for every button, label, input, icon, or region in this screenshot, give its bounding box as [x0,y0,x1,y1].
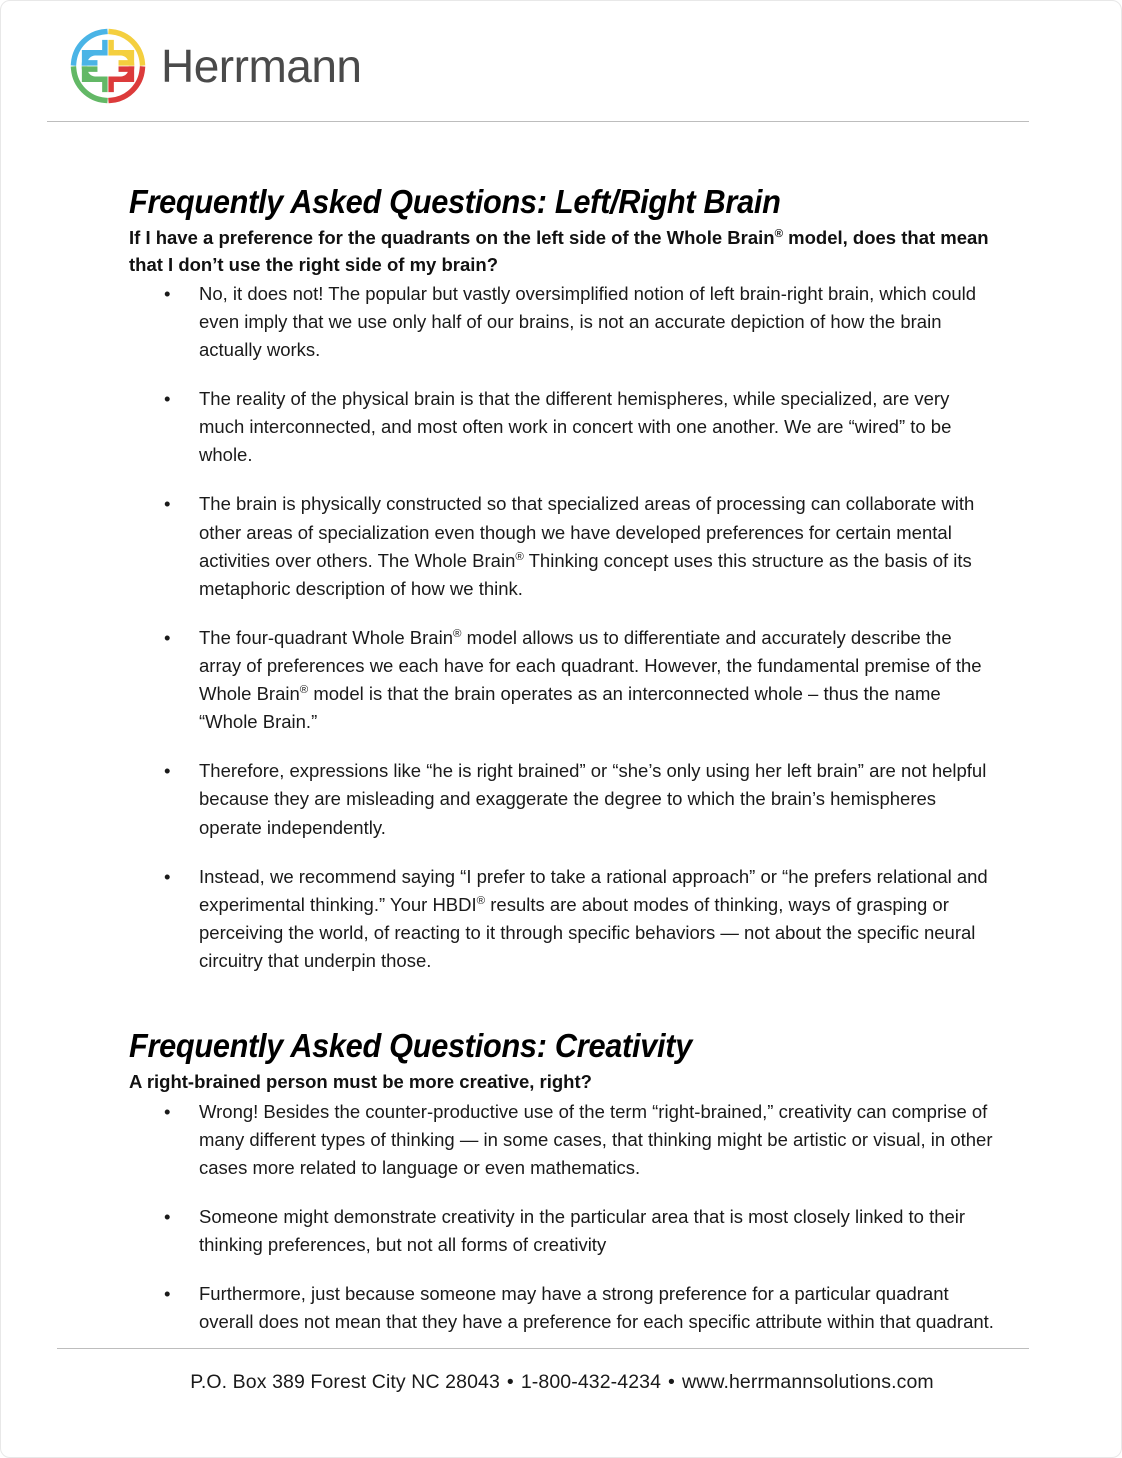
bullet-marker-icon: • [164,1205,171,1227]
brand-wordmark: Herrmann [161,40,362,92]
bullet-marker-icon: • [164,1283,171,1305]
brand-logo [69,27,362,105]
list-item-text: Furthermore, just because someone may have a strong preference for a particular quadrant overall does not mean that they have a preference for each specific attribute within that quadrant. [199,1283,994,1333]
list-item [129,490,995,602]
page-footer [1,1371,1122,1394]
list-item-text: No, it does not! The popular but vastly oversimplified notion of left brain-right brain, which could even imply that we use only half of our brains, is not an accurate depiction of how the brain actually works. [199,282,977,361]
faq-bullet-list [129,280,995,975]
section-spacer [129,975,995,1027]
document-content [129,183,995,1336]
list-item [129,1203,995,1259]
footer-separator-icon: • [668,1371,675,1393]
list-item-text: The reality of the physical brain is that the different hemispheres, while specialized, are very much interconnected, and most often work in concert with one another. We are “wired” to be whole. [199,388,952,466]
list-item-text: Wrong! Besides the counter-productive use of the term “right-brained,” creativity can comprise of many different types of thinking — in some cases, that thinking might be artistic or visual, in other cases more related to language or even mathematics. [199,1100,993,1178]
list-item-text: Someone might demonstrate creativity in the particular area that is most closely linked to their thinking preferences, but not all forms of creativity [199,1205,966,1256]
section-question: If I have a preference for the quadrants on the left side of the Whole Brain® model, does that mean that I don’t use the right side of my brain? [129,227,989,275]
list-item [129,1098,995,1182]
bullet-marker-icon: • [164,865,171,887]
footer-address: P.O. Box 389 Forest City NC 28043 [190,1371,500,1393]
bullet-marker-icon: • [164,1100,171,1122]
page-header [1,1,1122,122]
header-divider [47,121,1029,122]
list-item-text: The brain is physically constructed so that specialized areas of processing can collaborate with other areas of specialization even though we have developed preferences for certain mental activities over others. The Whole Brain® Thinking concept uses this structure as the basis of its metaphoric description of how we think. [199,493,975,599]
list-item [129,757,995,841]
list-item-text: Instead, we recommend saying “I prefer to take a rational approach” or “he prefers relational and experimental thinking.” Your HBDI® results are about modes of thinking, ways of grasping or perceiving the world, of reacting to it through specific behaviors — not about the specific neural circuitry that underpin those. [199,865,988,971]
bullet-marker-icon: • [164,760,171,782]
list-item [129,1280,995,1336]
faq-section-creativity [129,1027,995,1336]
section-title: Frequently Asked Questions: Left/Right Brain [129,183,781,220]
bullet-marker-icon: • [164,282,171,304]
bullet-marker-icon: • [164,388,171,410]
bullet-marker-icon: • [164,493,171,515]
herrmann-four-quadrant-logo-icon [69,27,147,105]
list-item-text: The four-quadrant Whole Brain® model allows us to differentiate and accurately describe the array of preferences we each have for each quadrant. However, the fundamental premise of the Whole Brain® model is that the brain operates as an interconnected whole – thus the name “Whole Brain.” [199,626,982,733]
footer-separator-icon: • [506,1371,514,1393]
list-item [129,385,995,469]
faq-section-left-right-brain [129,183,995,975]
footer-phone: 1-800-432-4234 [520,1371,662,1393]
list-item [129,624,995,736]
faq-bullet-list [129,1098,995,1337]
footer-website[interactable]: www.herrmannsolutions.com [681,1371,934,1393]
list-item [129,280,995,364]
footer-divider [57,1348,1029,1349]
section-title: Frequently Asked Questions: Creativity [129,1027,692,1065]
bullet-marker-icon: • [164,626,171,648]
list-item-text: Therefore, expressions like “he is right brained” or “she’s only using her left brain” are not helpful because they are misleading and exaggerate the degree to which the brain’s hemispheres operate independently. [199,760,987,838]
section-question: A right-brained person must be more creative, right? [129,1071,592,1093]
list-item [129,863,995,975]
